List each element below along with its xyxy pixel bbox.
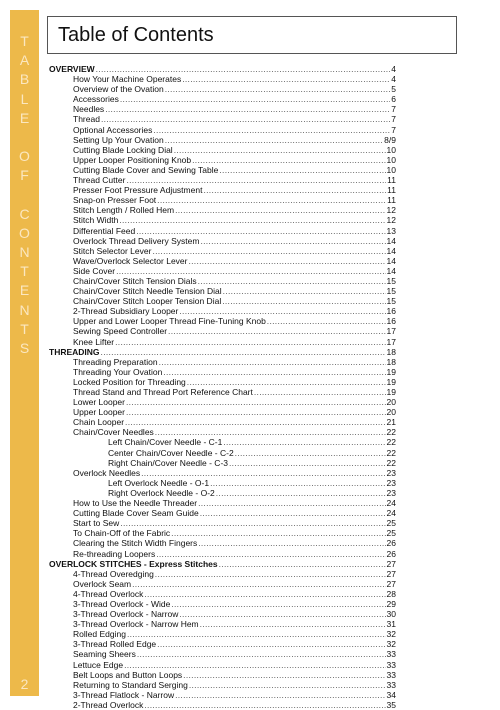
toc-entry[interactable]: [49, 246, 396, 256]
toc-entry-page: 25: [386, 528, 396, 539]
toc-entry-page: 13: [386, 225, 396, 236]
dot-leader: [171, 599, 385, 609]
toc-entry-page: 33: [386, 659, 396, 670]
toc-list: [49, 64, 396, 710]
toc-entry-page: 32: [386, 639, 396, 650]
toc-entry[interactable]: [49, 135, 396, 145]
dot-leader: [127, 629, 386, 639]
toc-entry[interactable]: [49, 468, 396, 478]
dot-leader: [165, 84, 391, 94]
toc-entry-label: 3-Thread Rolled Edge: [73, 639, 157, 650]
toc-entry-page: 27: [386, 568, 396, 579]
toc-entry-label: Thread Cutter: [73, 175, 126, 186]
sidebar-letter: T: [20, 33, 29, 49]
toc-entry[interactable]: [49, 629, 396, 639]
toc-entry-label: Belt Loops and Button Loops: [73, 669, 183, 680]
dot-leader: [198, 276, 386, 286]
toc-entry-label: Threading Your Ovation: [73, 366, 163, 377]
toc-entry-page: 17: [386, 336, 396, 347]
toc-entry[interactable]: [49, 417, 396, 427]
toc-entry[interactable]: [49, 226, 396, 236]
toc-entry-page: 20: [386, 397, 396, 408]
toc-entry-label: Start to Sew: [73, 518, 120, 529]
toc-entry-page: 5: [391, 84, 396, 95]
sidebar-letter: E: [19, 109, 30, 126]
toc-entry-page: 8/9: [384, 134, 396, 145]
dot-leader: [189, 680, 386, 690]
sidebar-letter: E: [19, 282, 30, 299]
toc-entry-page: 18: [386, 346, 396, 357]
sidebar-letter: A: [19, 52, 30, 69]
toc-entry[interactable]: [49, 175, 396, 185]
dot-leader: [198, 538, 385, 548]
dot-leader: [136, 226, 385, 236]
toc-entry-label: Stitch Width: [73, 215, 119, 226]
toc-entry[interactable]: [49, 296, 396, 306]
toc-entry-page: 22: [386, 437, 396, 448]
dot-leader: [183, 670, 385, 680]
dot-leader: [200, 508, 386, 518]
sidebar-tab: [10, 10, 39, 696]
toc-entry-label: OVERVIEW: [49, 64, 95, 74]
toc-entry-page: 14: [386, 235, 396, 246]
toc-entry[interactable]: [49, 276, 396, 286]
toc-entry-page: 28: [386, 588, 396, 599]
toc-entry-label: Stitch Length / Rolled Hem: [73, 205, 175, 216]
toc-section-entry[interactable]: [49, 559, 396, 569]
toc-entry[interactable]: [49, 165, 396, 175]
toc-entry-page: 30: [386, 609, 396, 620]
sidebar-letter: N: [19, 301, 30, 318]
toc-entry[interactable]: [49, 377, 396, 387]
toc-entry-page: 10: [386, 154, 396, 165]
dot-leader: [179, 609, 385, 619]
toc-entry-label: Chain/Cover Stitch Tension Dials: [73, 275, 197, 286]
sidebar-letter: S: [19, 340, 30, 356]
toc-entry[interactable]: [49, 569, 396, 579]
dot-leader: [101, 347, 386, 357]
dot-leader: [200, 619, 386, 629]
title-box: [47, 16, 457, 54]
toc-entry-label: How Your Machine Operates: [73, 74, 182, 85]
toc-entry-label: Chain/Cover Stitch Needle Tension Dial: [73, 286, 222, 297]
dot-leader: [200, 236, 385, 246]
dot-leader: [116, 266, 385, 276]
toc-entry-label: Thread Stand and Thread Port Reference Chart: [73, 387, 253, 397]
toc-entry-label: Cutting Blade Cover and Sewing Table: [73, 164, 219, 175]
toc-entry-label: 3-Thread Flatlock - Narrow: [73, 689, 175, 700]
toc-entry[interactable]: [49, 114, 396, 124]
toc-entry-page: 11: [387, 195, 396, 206]
toc-entry[interactable]: [49, 690, 396, 700]
dot-leader: [157, 639, 385, 649]
toc-entry-page: 11: [387, 185, 396, 196]
toc-entry-page: 19: [386, 387, 396, 397]
toc-entry-page: 33: [386, 649, 396, 660]
toc-entry-page: 7: [391, 124, 396, 135]
toc-entry-page: 23: [386, 467, 396, 478]
dot-leader: [156, 549, 385, 559]
toc-entry-label: Upper Looper: [73, 407, 125, 418]
toc-entry[interactable]: [49, 538, 396, 548]
toc-entry-label: Accessories: [73, 94, 119, 105]
dot-leader: [155, 427, 386, 437]
dot-leader: [120, 518, 385, 528]
toc-entry-page: 18: [386, 356, 396, 367]
toc-entry-label: OVERLOCK STITCHES - Express Stitches: [49, 558, 218, 569]
toc-entry-label: Overlock Needles: [73, 467, 141, 478]
toc-entry-label: Chain/Cover Stitch Looper Tension Dial: [73, 296, 222, 307]
toc-entry[interactable]: [49, 639, 396, 649]
toc-entry[interactable]: [49, 367, 396, 377]
toc-entry[interactable]: [49, 498, 396, 508]
toc-entry-label: 4-Thread Overlock: [73, 588, 144, 599]
page-number: 2: [20, 676, 29, 692]
toc-entry[interactable]: [49, 448, 396, 458]
dot-leader: [174, 145, 386, 155]
dot-leader: [159, 357, 386, 367]
toc-entry-label: Rolled Edging: [73, 629, 126, 640]
toc-entry-label: Overview of the Ovation: [73, 84, 164, 95]
toc-entry[interactable]: [49, 549, 396, 559]
toc-entry[interactable]: [49, 407, 396, 417]
toc-entry-page: 14: [386, 265, 396, 276]
dot-leader: [219, 165, 385, 175]
toc-entry-page: 32: [386, 629, 396, 640]
dot-leader: [192, 155, 385, 165]
sidebar-letter: L: [20, 90, 29, 107]
dot-leader: [119, 215, 385, 225]
toc-entry[interactable]: [49, 256, 396, 266]
toc-entry-label: Presser Foot Pressure Adjustment: [73, 185, 203, 196]
toc-entry-label: 3-Thread Overlock - Narrow Hem: [73, 619, 199, 630]
toc-entry-label: Seaming Sheers: [73, 649, 136, 660]
toc-entry[interactable]: [49, 427, 396, 437]
toc-entry-label: Side Cover: [73, 265, 116, 276]
dot-leader: [125, 417, 385, 427]
toc-entry-label: 3-Thread Overlock - Wide: [73, 598, 171, 609]
dot-leader: [126, 175, 386, 185]
toc-entry-page: 25: [386, 518, 396, 529]
toc-entry[interactable]: [49, 74, 396, 84]
toc-entry-page: 16: [386, 306, 396, 317]
toc-entry-label: Snap-on Presser Foot: [73, 195, 157, 206]
toc-entry-page: 29: [386, 598, 396, 609]
toc-entry[interactable]: [49, 700, 396, 710]
toc-entry-page: 11: [387, 175, 396, 186]
sidebar-letter: B: [19, 71, 30, 88]
toc-entry[interactable]: [49, 508, 396, 518]
toc-entry-label: Cutting Blade Locking Dial: [73, 144, 173, 155]
toc-entry[interactable]: [49, 125, 396, 135]
sidebar-title: [10, 32, 39, 358]
toc-entry-label: Differential Feed: [73, 225, 136, 236]
toc-entry-label: 2-Thread Subsidiary Looper: [73, 306, 179, 317]
sidebar-letter: O: [19, 224, 30, 241]
toc-entry-label: Center Chain/Cover Needle - C-2: [108, 447, 234, 458]
dot-leader: [141, 468, 385, 478]
sidebar-letter: F: [20, 167, 29, 184]
toc-entry-label: Stitch Selector Lever: [73, 245, 152, 256]
toc-entry-page: 33: [386, 669, 396, 680]
toc-entry-page: 15: [386, 296, 396, 307]
toc-entry-page: 34: [386, 689, 396, 700]
toc-section-entry[interactable]: [49, 347, 396, 357]
toc-entry[interactable]: [49, 185, 396, 195]
dot-leader: [163, 367, 385, 377]
toc-entry[interactable]: [49, 145, 396, 155]
toc-entry-page: 10: [386, 144, 396, 155]
dot-leader: [152, 246, 385, 256]
toc-entry-label: Right Overlock Needle - O-2: [108, 487, 215, 498]
toc-entry[interactable]: [49, 488, 396, 498]
toc-entry-label: 3-Thread Overlock - Narrow: [73, 609, 179, 620]
toc-entry-label: Knee Lifter: [73, 336, 115, 347]
toc-entry-label: Setting Up Your Ovation: [73, 134, 164, 145]
dot-leader: [182, 74, 390, 84]
dot-leader: [175, 690, 385, 700]
toc-entry-label: Lettuce Edge: [73, 659, 124, 670]
toc-entry-label: Needles: [73, 104, 105, 115]
dot-leader: [168, 326, 386, 336]
toc-entry[interactable]: [49, 680, 396, 690]
toc-entry-label: Chain/Cover Needles: [73, 427, 154, 438]
dot-leader: [203, 185, 386, 195]
toc-entry-page: 24: [386, 498, 396, 509]
toc-entry[interactable]: [49, 236, 396, 246]
dot-leader: [120, 94, 390, 104]
toc-entry-label: Upper and Lower Looper Thread Fine-Tuning Knob: [73, 316, 266, 327]
dot-leader: [126, 407, 386, 417]
toc-entry-page: 16: [386, 316, 396, 327]
toc-entry[interactable]: [49, 579, 396, 589]
toc-entry-page: 22: [386, 457, 396, 468]
dot-leader: [115, 337, 385, 347]
toc-entry-page: 33: [386, 679, 396, 690]
toc-entry[interactable]: [49, 660, 396, 670]
dot-leader: [188, 256, 385, 266]
toc-entry-page: 19: [386, 366, 396, 377]
toc-entry[interactable]: [49, 609, 396, 619]
dot-leader: [153, 125, 390, 135]
dot-leader: [132, 579, 385, 589]
toc-entry[interactable]: [49, 94, 396, 104]
dot-leader: [96, 64, 391, 74]
toc-entry-page: 20: [386, 407, 396, 418]
toc-entry[interactable]: [49, 670, 396, 680]
sidebar-letter: T: [20, 263, 29, 280]
dot-leader: [223, 286, 386, 296]
toc-entry-page: 7: [391, 104, 396, 115]
sidebar-letter: T: [20, 320, 29, 337]
dot-leader: [124, 660, 385, 670]
toc-entry[interactable]: [49, 205, 396, 215]
toc-entry-page: 21: [386, 417, 396, 428]
dot-leader: [157, 195, 386, 205]
sidebar-letter: O: [19, 148, 30, 165]
toc-entry-label: Re-threading Loopers: [73, 548, 156, 559]
dot-leader: [144, 700, 385, 710]
toc-entry-page: 15: [386, 275, 396, 286]
toc-entry[interactable]: [49, 155, 396, 165]
dot-leader: [179, 306, 385, 316]
dot-leader: [235, 448, 386, 458]
toc-entry-page: 4: [391, 64, 396, 74]
toc-entry[interactable]: [49, 286, 396, 296]
dot-leader: [254, 387, 386, 397]
toc-entry-label: Locked Position for Threading: [73, 376, 186, 387]
toc-entry-page: 27: [386, 558, 396, 569]
toc-entry-page: 24: [386, 508, 396, 519]
toc-entry[interactable]: [49, 266, 396, 276]
dot-leader: [219, 559, 386, 569]
toc-entry-page: 7: [391, 114, 396, 125]
toc-entry-label: Overlock Thread Delivery System: [73, 235, 200, 246]
sidebar-letter: C: [19, 205, 30, 222]
toc-entry-label: Lower Looper: [73, 397, 125, 408]
toc-entry-page: 22: [386, 427, 396, 438]
toc-entry-label: Sewing Speed Controller: [73, 326, 168, 337]
toc-entry[interactable]: [49, 306, 396, 316]
toc-entry-page: 15: [386, 286, 396, 297]
toc-entry[interactable]: [49, 215, 396, 225]
toc-entry-page: 22: [386, 447, 396, 458]
toc-entry[interactable]: [49, 649, 396, 659]
dot-leader: [223, 437, 385, 447]
toc-entry[interactable]: [49, 518, 396, 528]
dot-leader: [165, 135, 383, 145]
toc-entry-label: Right Chain/Cover Needle - C-3: [108, 457, 228, 468]
dot-leader: [126, 397, 386, 407]
dot-leader: [198, 498, 385, 508]
toc-section-entry[interactable]: [49, 64, 396, 74]
toc-entry-page: 12: [386, 215, 396, 226]
toc-entry-label: Clearing the Stitch Width Fingers: [73, 538, 198, 549]
toc-entry-label: Overlock Seam: [73, 578, 132, 589]
dot-leader: [105, 104, 390, 114]
toc-entry-page: 10: [386, 164, 396, 175]
toc-entry[interactable]: [49, 599, 396, 609]
toc-entry-page: 27: [386, 578, 396, 589]
toc-entry[interactable]: [49, 478, 396, 488]
toc-entry-page: 4: [391, 74, 396, 85]
toc-entry-page: 23: [386, 477, 396, 488]
toc-entry[interactable]: [49, 357, 396, 367]
dot-leader: [229, 458, 386, 468]
toc-entry-label: Upper Looper Positioning Knob: [73, 154, 192, 165]
toc-entry[interactable]: [49, 195, 396, 205]
dot-leader: [187, 377, 386, 387]
toc-entry-page: 14: [386, 245, 396, 256]
toc-entry-label: To Chain-Off of the Fabric: [73, 528, 171, 539]
sidebar-letter: N: [19, 244, 30, 261]
toc-entry[interactable]: [49, 397, 396, 407]
toc-entry-label: Left Overlock Needle - O-1: [108, 477, 210, 488]
toc-entry-label: Chain Looper: [73, 417, 125, 428]
dot-leader: [267, 316, 386, 326]
page-title: Table of Contents: [58, 24, 214, 46]
toc-entry[interactable]: [49, 84, 396, 94]
toc-entry-label: 2-Thread Overlock: [73, 699, 144, 710]
toc-entry[interactable]: [49, 104, 396, 114]
dot-leader: [101, 114, 390, 124]
toc-entry-label: Cutting Blade Cover Seam Guide: [73, 508, 199, 519]
toc-entry[interactable]: [49, 316, 396, 326]
toc-entry[interactable]: [49, 589, 396, 599]
dot-leader: [210, 478, 385, 488]
toc-entry-page: 19: [386, 376, 396, 387]
toc-entry-page: 6: [391, 94, 396, 105]
dot-leader: [222, 296, 385, 306]
toc-entry[interactable]: [49, 437, 396, 447]
dot-leader: [137, 649, 386, 659]
toc-entry[interactable]: [49, 619, 396, 629]
dot-leader: [144, 589, 385, 599]
toc-entry-label: THREADING: [49, 346, 100, 357]
dot-leader: [175, 205, 385, 215]
toc-entry-label: Wave/Overlock Selector Lever: [73, 255, 188, 266]
toc-entry-label: Returning to Standard Serging: [73, 679, 188, 690]
dot-leader: [216, 488, 386, 498]
toc-entry-label: How to Use the Needle Threader: [73, 498, 198, 509]
toc-entry[interactable]: [49, 458, 396, 468]
dot-leader: [155, 569, 386, 579]
toc-entry-page: 14: [386, 255, 396, 266]
toc-entry-label: Thread: [73, 114, 100, 125]
toc-entry[interactable]: [49, 528, 396, 538]
toc-entry[interactable]: [49, 337, 396, 347]
toc-entry-label: Threading Preparation: [73, 356, 158, 367]
toc-entry-label: Optional Accessories: [73, 124, 153, 135]
toc-entry-label: 4-Thread Overedging: [73, 568, 154, 579]
toc-entry-label: Left Chain/Cover Needle - C-1: [108, 437, 223, 448]
toc-entry-page: 26: [386, 548, 396, 559]
dot-leader: [171, 528, 385, 538]
toc-entry-page: 26: [386, 538, 396, 549]
toc-entry[interactable]: [49, 326, 396, 336]
toc-entry-page: 23: [386, 487, 396, 498]
toc-entry-page: 12: [386, 205, 396, 216]
toc-entry-page: 17: [386, 326, 396, 337]
toc-entry-page: 35: [386, 699, 396, 710]
toc-entry[interactable]: [49, 387, 396, 397]
toc-entry-page: 31: [386, 619, 396, 630]
